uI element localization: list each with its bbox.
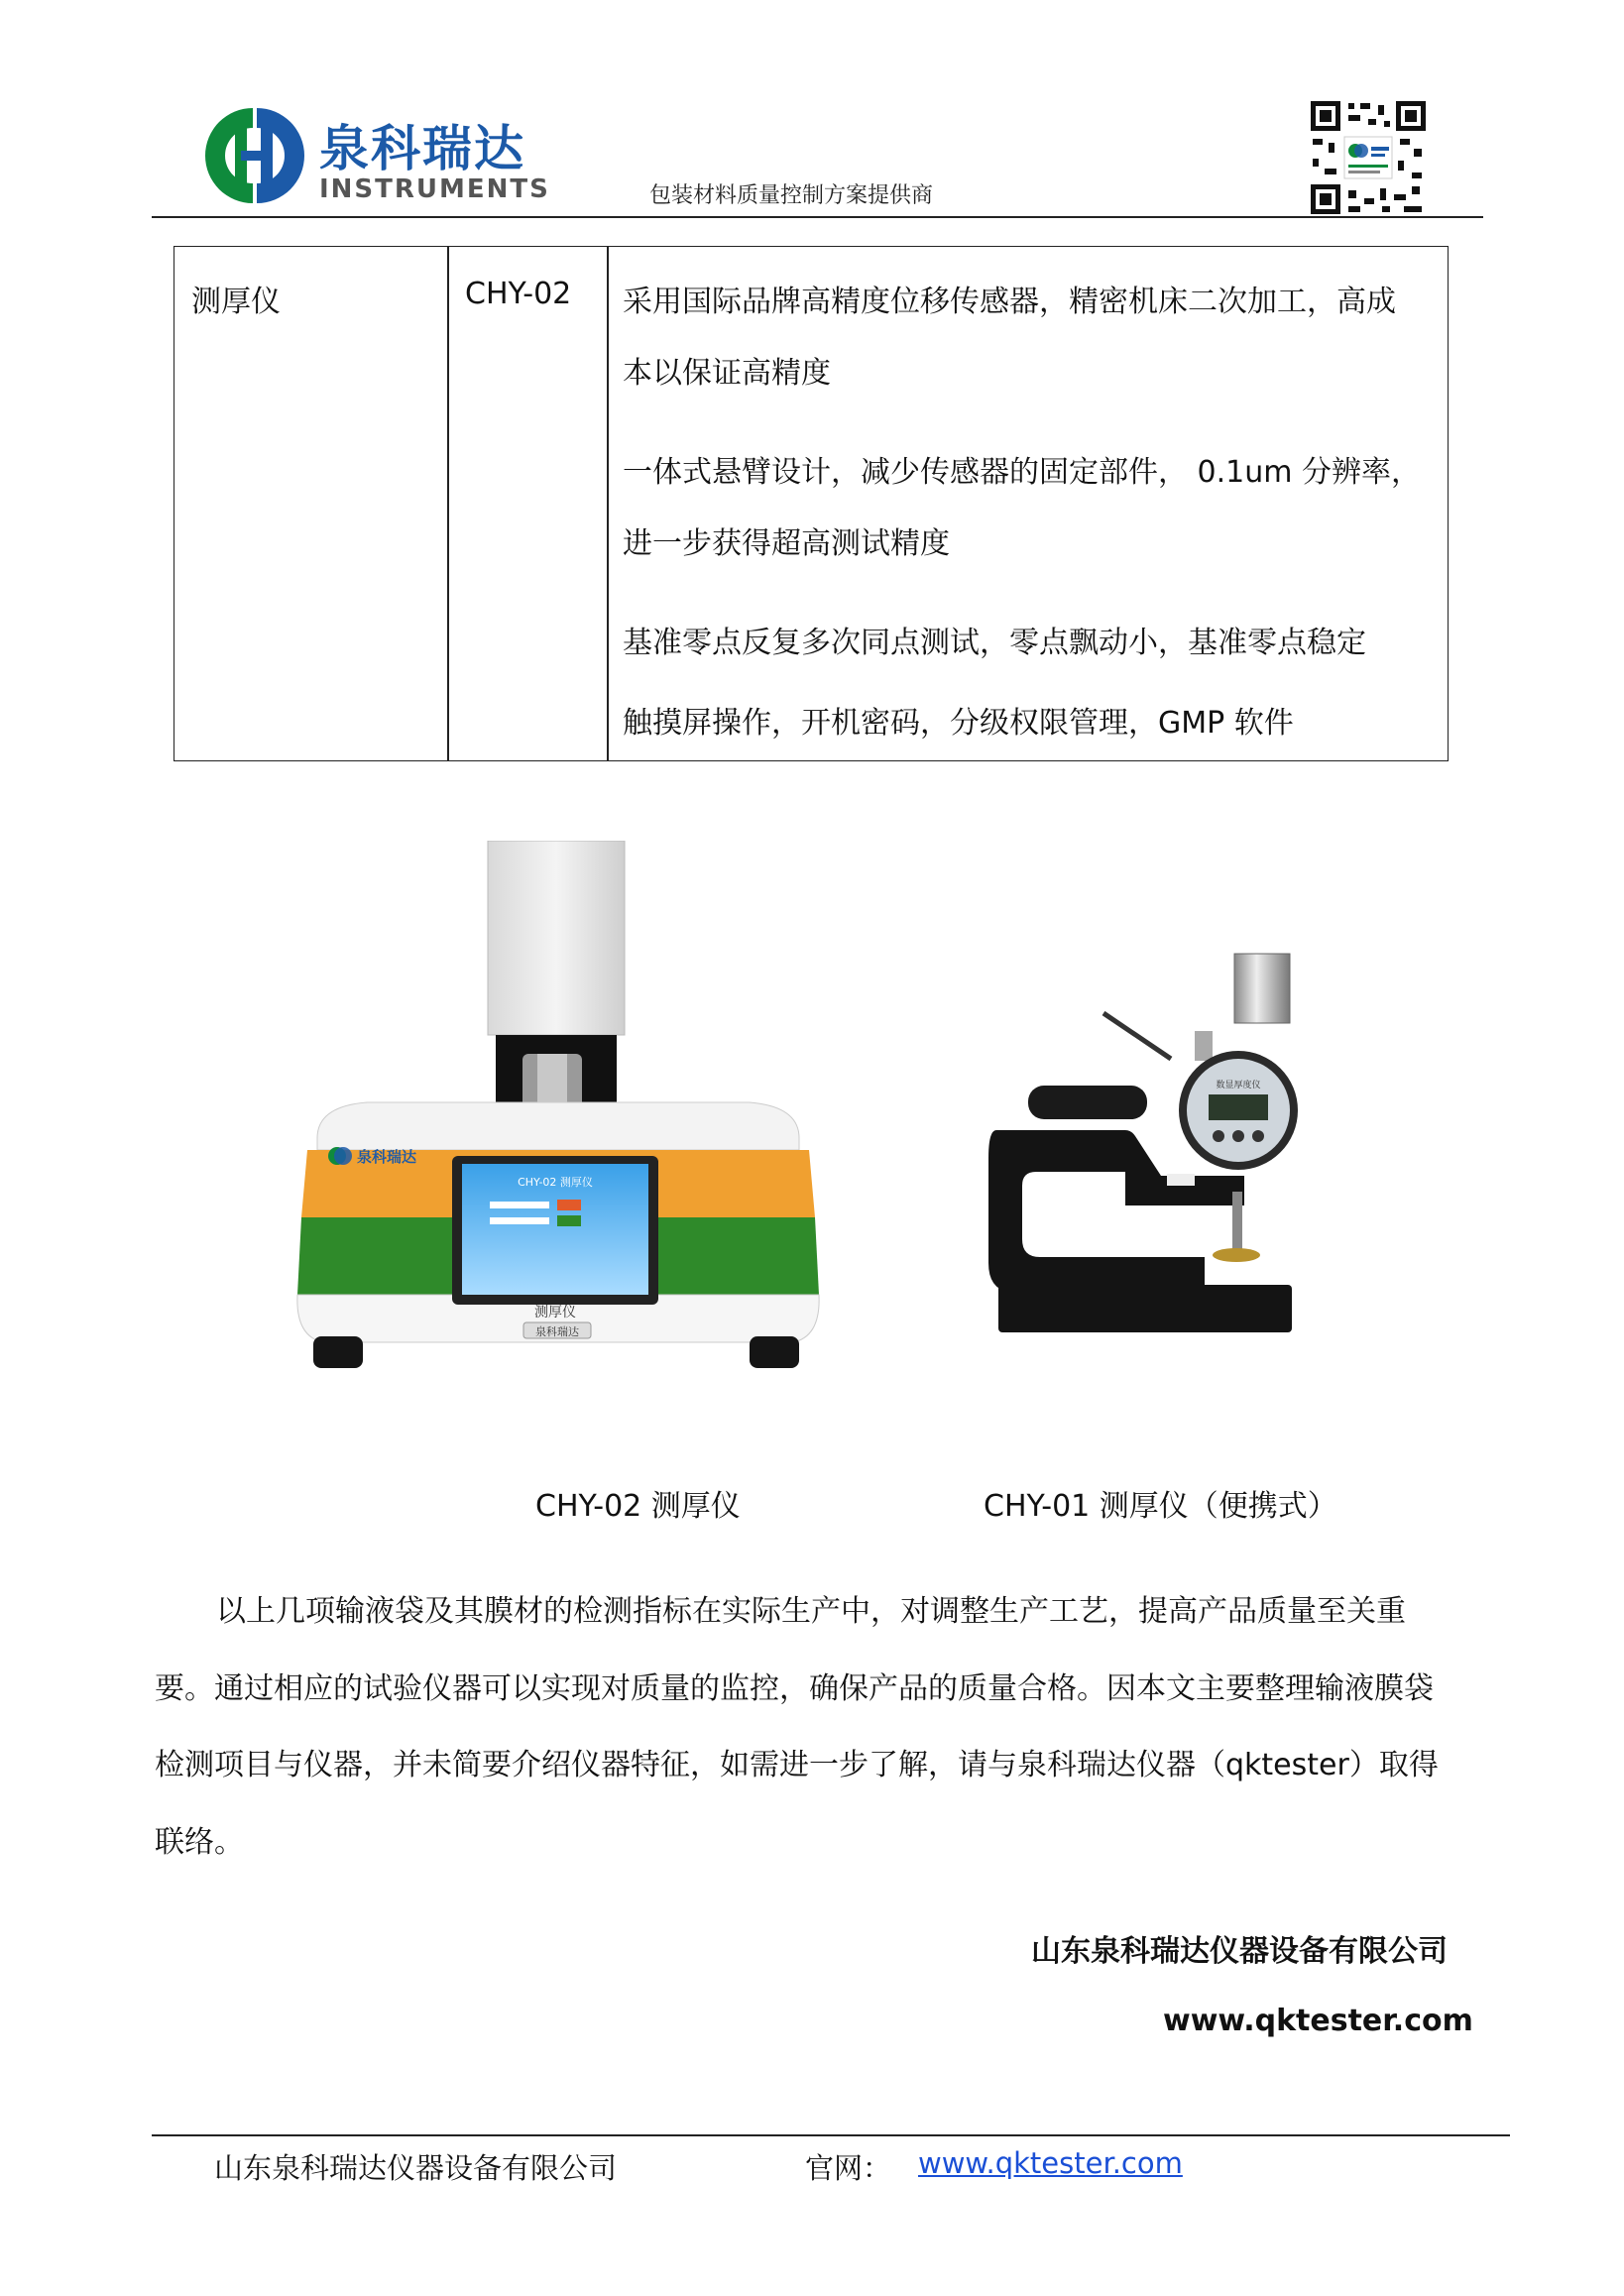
table-cell-product-name: 测厚仪 [191,285,281,319]
brand-name-en: INSTRUMENTS [319,174,550,204]
feature-line: 进一步获得超高测试精度 [623,526,950,561]
body-paragraph-line: 联络。 [155,1825,244,1860]
body-paragraph-line: 以上几项输液袋及其膜材的检测指标在实际生产中，对调整生产工艺，提高产品质量至关重 [216,1594,1406,1629]
feature-line: 基准零点反复多次同点测试，零点飘动小，基准零点稳定 [623,626,1366,660]
footer-website-label: 官网： [805,2151,892,2185]
feature-line: 本以保证高精度 [623,356,831,391]
feature-line: 一体式悬臂设计，减少传感器的固定部件， 0.1um 分辨率， [623,455,1422,490]
table-column-divider [447,247,449,760]
dial-label: 数显厚度仪 [1216,1081,1261,1091]
product-photo-chy01 [977,942,1309,1338]
table-cell-model: CHY-02 [465,277,572,311]
signature-website: www.qktester.com [1163,2004,1473,2038]
qr-code-icon [1309,99,1428,216]
feature-line: 采用国际品牌高精度位移传感器，精密机床二次加工，高成 [623,285,1396,319]
company-tagline: 包装材料质量控制方案提供商 [649,183,934,208]
caption-chy02: CHY-02 测厚仪 [535,1489,741,1524]
body-paragraph-line: 检测项目与仪器，并未简要介绍仪器特征，如需进一步了解，请与泉科瑞达仪器（qktester）取得 [155,1748,1439,1782]
signature-company: 山东泉科瑞达仪器设备有限公司 [1031,1934,1448,1969]
body-paragraph-line: 要。通过相应的试验仪器可以实现对质量的监控，确保产品的质量合格。因本文主要整理输液膜袋 [155,1671,1434,1706]
caption-chy01: CHY-01 测厚仪（便携式） [984,1489,1337,1524]
product-photo-chy02 [278,841,839,1382]
company-logo [201,104,304,207]
brand-name-cn: 泉科瑞达 [319,120,525,177]
device-screen-title: CHY-02 测厚仪 [518,1176,593,1189]
footer-company: 山东泉科瑞达仪器设备有限公司 [214,2151,618,2185]
table-column-divider [607,247,609,760]
feature-line: 触摸屏操作，开机密码，分级权限管理，GMP 软件 [623,706,1294,741]
footer-divider [152,2134,1510,2136]
device-label: 测厚仪 [534,1305,576,1320]
footer-website-link[interactable]: www.qktester.com [918,2146,1183,2180]
spec-table [174,246,1449,761]
device-badge: 泉科瑞达 [535,1325,579,1338]
header-divider [152,216,1483,218]
device-logo-text: 泉科瑞达 [357,1148,417,1166]
